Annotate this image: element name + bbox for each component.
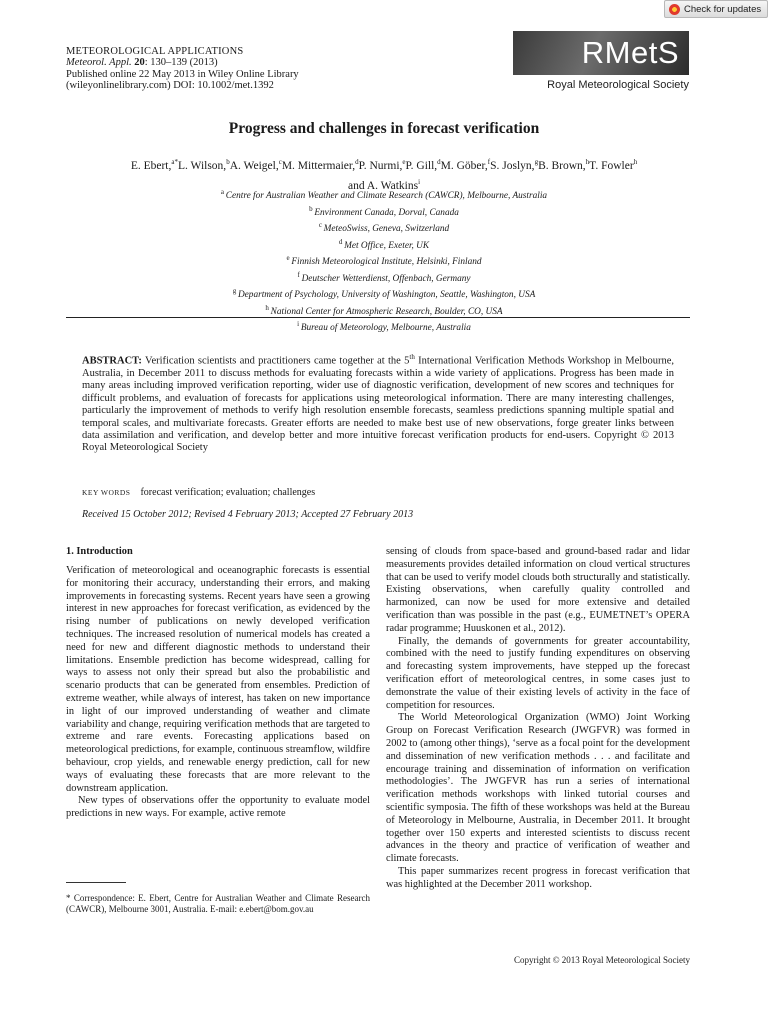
affiliation-sup: g bbox=[232, 287, 238, 295]
author-sup: f bbox=[487, 158, 491, 166]
author-name: B. Brown, bbox=[538, 159, 586, 172]
author-sup: b bbox=[226, 158, 230, 166]
journal-doi: (wileyonlinelibrary.com) DOI: 10.1002/met.1392 bbox=[66, 79, 274, 91]
keywords bbox=[82, 487, 315, 498]
author-name: P. Gill, bbox=[405, 159, 438, 172]
author-sup: h bbox=[585, 158, 590, 166]
author-sup: i bbox=[418, 177, 421, 186]
author-name: L. Wilson, bbox=[177, 159, 227, 172]
keywords-label: KEY WORDS bbox=[82, 488, 131, 497]
affiliation-sup: i bbox=[297, 320, 301, 328]
affiliation bbox=[60, 203, 708, 220]
received-dates: Received 15 October 2012; Revised 4 February 2013; Accepted 27 February 2013 bbox=[82, 509, 414, 520]
abstract-label: ABSTRACT: bbox=[82, 355, 142, 367]
abstract-text-post: International Verification Methods Workshop in Melbourne, Australia, in December 2011 to discuss methods for evaluating forecasts within a wide variety of applications. Progress has been made in many areas including improved verification reporting, wider use of diagnostic verification, development of new scores and techniques for difficult problems, and evaluation of forecasts for applications using meteorological information. There are many interesting challenges, particularly the improvement of methods to verify high resolution ensemble forecasts, seamless predictions spanning multiple spatial and temporal scales, and multivariate forecasts. Greater efforts are needed to make best use of new observations, forge greater links between data assimilation and verification, and develop better and more intuitive forecast verification products for end-users. Copyright © 2013 Royal Meteorological Society bbox=[82, 355, 675, 454]
author-sup: a* bbox=[171, 158, 178, 166]
rmets-logo bbox=[513, 31, 689, 95]
column-left bbox=[66, 565, 370, 821]
affiliation bbox=[60, 269, 708, 286]
author-sup: g bbox=[534, 158, 539, 166]
header-rule bbox=[66, 317, 690, 318]
crossmark-icon bbox=[669, 4, 680, 15]
logo-mark: RMetS bbox=[513, 31, 689, 75]
author-sup: c bbox=[278, 158, 282, 166]
journal-abbrev: Meteorol. Appl. bbox=[66, 57, 132, 69]
keywords-text: forecast verification; evaluation; challenges bbox=[140, 487, 316, 498]
check-for-updates-button[interactable] bbox=[664, 0, 768, 18]
affiliation-text: Bureau of Meteorology, Melbourne, Australia bbox=[300, 323, 471, 334]
affiliation-text: MeteoSwiss, Geneva, Switzerland bbox=[323, 224, 450, 235]
affiliation-sup: c bbox=[318, 221, 324, 229]
author-name: S. Joslyn, bbox=[490, 159, 535, 172]
affiliation bbox=[60, 219, 708, 236]
affiliation-sup: a bbox=[220, 188, 226, 196]
affiliation-sup: b bbox=[309, 204, 315, 213]
affiliation bbox=[60, 186, 708, 203]
affiliation-sup: e bbox=[286, 254, 292, 262]
affiliation-text: Centre for Australian Weather and Climate Research (CAWCR), Melbourne, Australia bbox=[225, 191, 548, 202]
affiliation bbox=[60, 236, 708, 253]
author-sup: d bbox=[355, 158, 359, 166]
paragraph: This paper summarizes recent progress in forecast verification that was highlighted at the December 2011 workshop. bbox=[386, 865, 690, 890]
author-name: E. Ebert, bbox=[130, 159, 172, 172]
abstract-sup: th bbox=[409, 353, 415, 361]
check-for-updates-label: Check for updates bbox=[684, 3, 762, 15]
author-sup: h bbox=[633, 158, 638, 166]
author-line-1 bbox=[60, 154, 708, 174]
affiliation-list bbox=[60, 186, 708, 335]
affiliation-text: Met Office, Exeter, UK bbox=[344, 240, 430, 251]
journal-pages: : 130–139 (2013) bbox=[144, 57, 218, 69]
journal-published: Published online 22 May 2013 in Wiley Online Library bbox=[66, 68, 299, 80]
affiliation-text: National Center for Atmospheric Research, Boulder, CO, USA bbox=[270, 306, 503, 317]
footnote-rule bbox=[66, 882, 126, 883]
abstract-text-pre: Verification scientists and practitioners came together at the 5 bbox=[141, 355, 410, 367]
paragraph: Verification of meteorological and oceanographic forecasts is essential for monitoring their accuracy, understanding their errors, and making improvements in forecasting systems. Recent years have seen a growing interest in new approaches for forecast verification, as evidenced by the rising number of publications on newly developed verification techniques. The increased resolution of numerical models has created a need for new and different diagnostic methods to understand their limitations. Ensemble prediction has become widespread, calling for ways to assess not only their spread but also the probabilistic and scenario products that can be generated from ensembles. Prediction of extreme weather, while always of interest, has taken on new importance in light of our improved understanding of weather and climate variability and change, requiring verification methods that are targeted to extreme and rare events. Forecasting applications based on meteorological predictions, for example, continuous streamflow, wildfire behaviour, crop yields, and renewable energy prediction, call for new ways of evaluating these forecasts that are more relevant to the downstream application. bbox=[66, 565, 370, 794]
affiliation bbox=[60, 285, 708, 302]
affiliation-text: Finnish Meteorological Institute, Helsinki, Finland bbox=[291, 257, 482, 268]
logo-society: Royal Meteorological Society bbox=[547, 79, 689, 91]
author-name: M. Göber, bbox=[440, 159, 488, 172]
affiliation bbox=[60, 318, 708, 335]
section-heading: 1. Introduction bbox=[66, 546, 133, 557]
author-name: and A. Watkins bbox=[347, 179, 419, 192]
journal-info bbox=[66, 46, 299, 91]
abstract bbox=[82, 351, 674, 455]
affiliation-sup: f bbox=[297, 270, 302, 279]
journal-volume: 20 bbox=[134, 57, 145, 69]
paragraph: Finally, the demands of governments for greater accountability, combined with the need to justify funding expenditures on observing and forecasting system improvements, have stepped up the forecast verification effort of meteorological centres, in some cases just to demonstrate the value of their existing levels of activity in the face of competition for resources. bbox=[386, 635, 690, 711]
affiliation-sup: h bbox=[265, 303, 271, 312]
author-sup: d bbox=[437, 158, 441, 166]
affiliation bbox=[60, 252, 708, 269]
affiliation-text: Deutscher Wetterdienst, Offenbach, Germany bbox=[301, 273, 471, 284]
paragraph: The World Meteorological Organization (WMO) Joint Working Group on Forecast Verification Research (JWGFVR) was formed in 2002 to (among other things), ‘serve as a focal point for the development and dissemination of new verification methods . . . and facilitate and encourage training and dissemination of information on verification methodologies’. The JWGFVR has run a series of international verification methods workshops with linked tutorial courses and scientific symposia. The fifth of these workshops was held at the Bureau of Meteorology in Melbourne, Australia, in December 2011. It brought together over 150 experts and interested scientists to discuss recent advances in the theory and practice of verification of weather and climate forecasts. bbox=[386, 712, 690, 865]
affiliation-text: Environment Canada, Dorval, Canada bbox=[314, 207, 459, 218]
author-sup: e bbox=[402, 158, 406, 166]
column-right bbox=[386, 546, 690, 892]
paper-title: Progress and challenges in forecast verification bbox=[228, 120, 540, 137]
page-copyright: Copyright © 2013 Royal Meteorological Society bbox=[513, 955, 690, 965]
paragraph: New types of observations offer the opportunity to evaluate model predictions in new ways. For example, active remote bbox=[66, 795, 370, 820]
paragraph: sensing of clouds from space-based and ground-based radar and lidar measurements provides detailed information on cloud vertical structures that can be used to verify model clouds both structurally and statistically. Existing observations, when carefully quality controlled and harmonized, can now be used for more extensive and detailed verification than was possible in the past (e.g., EUMETNET’s OPERA radar programme; Huuskonen et al., 2012). bbox=[386, 546, 690, 634]
affiliation-sup: d bbox=[338, 237, 345, 246]
journal-name: METEOROLOGICAL APPLICATIONS bbox=[66, 46, 244, 57]
journal-citation bbox=[66, 57, 299, 68]
author-name: P. Nurmi, bbox=[358, 159, 403, 172]
affiliation-text: Department of Psychology, University of Washington, Seattle, Washington, USA bbox=[237, 290, 536, 301]
author-name: M. Mittermaier, bbox=[281, 159, 356, 172]
correspondence-footnote: * Correspondence: E. Ebert, Centre for Australian Weather and Climate Research (CAWCR), Melbourne 3001, Australia. E-mail: e.ebert@bom.gov.au bbox=[66, 893, 370, 915]
affiliation bbox=[60, 302, 708, 319]
author-name: A. Weigel, bbox=[229, 159, 279, 172]
author-name: T. Fowler bbox=[589, 159, 634, 172]
